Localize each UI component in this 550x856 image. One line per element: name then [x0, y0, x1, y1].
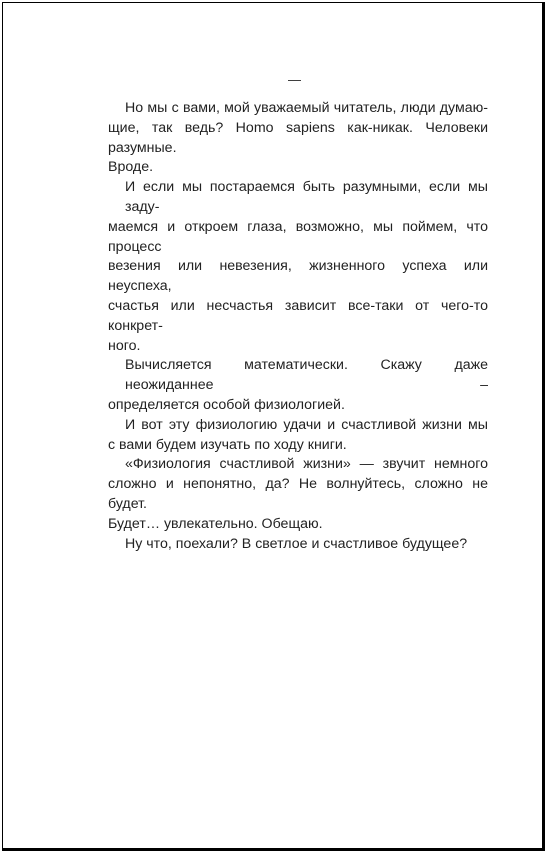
text-line: с вами будем изучать по ходу книги. — [108, 436, 347, 453]
paragraph-2 — [108, 178, 488, 356]
text-line: И вот эту физиологию удачи и счастливой жизни мы — [125, 416, 488, 433]
text-line: Ну что, поехали? В светлое и счастливое будущее? — [125, 535, 468, 552]
text-line: щие, так ведь? Homo sapiens как-никак. Человеки разумные. — [108, 119, 488, 156]
text-line: определяется особой физиологией. — [108, 396, 345, 413]
book-page — [2, 2, 545, 851]
text-line: счастья или несчастья зависит все-таки от чего-то конкрет- — [108, 297, 488, 334]
text-line: Вычисляется математически. Скажу даже неожиданнее – — [125, 357, 488, 394]
section-separator-dash: — — [288, 72, 301, 87]
paragraph-4 — [108, 416, 488, 456]
text-line: И если мы постараемся быть разумными, если мы заду- — [125, 179, 488, 215]
text-line: везения или невезения, жизненного успеха или неуспеха, — [108, 258, 488, 295]
paragraph-6 — [108, 535, 488, 555]
text-line: Вроде. — [108, 159, 154, 176]
body-text — [108, 99, 488, 554]
paragraph-5 — [108, 455, 488, 534]
text-line: «Физиология счастливой жизни» — звучит немного — [125, 456, 488, 473]
paragraph-3 — [108, 356, 488, 415]
text-line: маемся и откроем глаза, возможно, мы поймем, что процесс — [108, 218, 488, 255]
text-line: сложно и непонятно, да? Не волнуйтесь, сложно не будет. — [108, 476, 488, 512]
text-line: ного. — [108, 337, 141, 354]
paragraph-1 — [108, 99, 488, 178]
text-line: Будет… увлекательно. Обещаю. — [108, 515, 323, 532]
text-line: Но мы с вами, мой уважаемый читатель, люди думаю- — [125, 100, 488, 116]
